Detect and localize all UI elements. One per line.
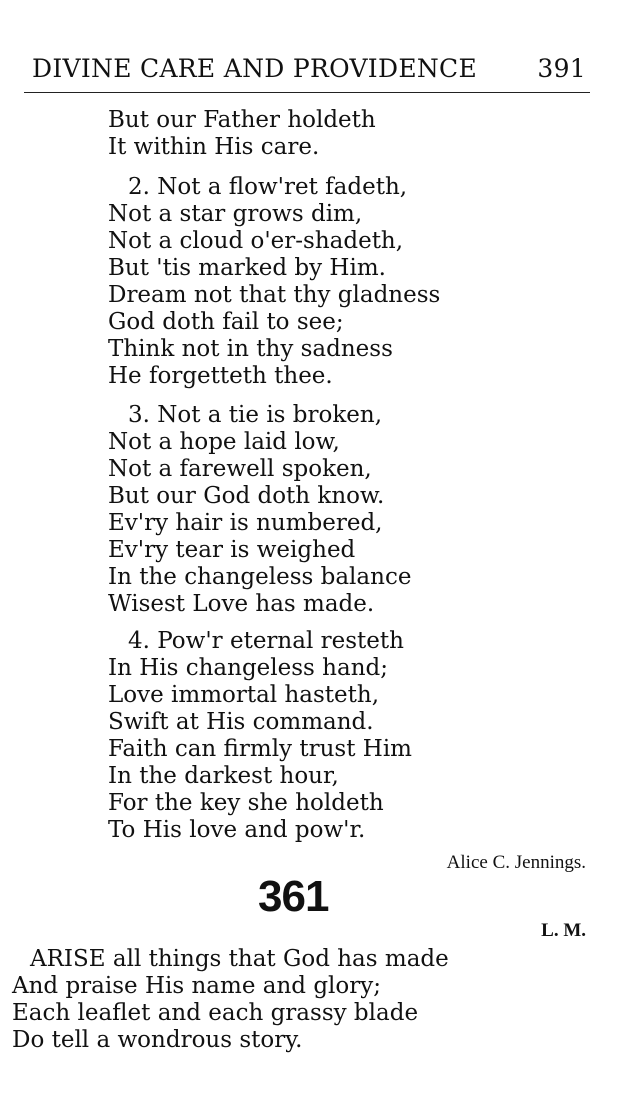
verse-line: Each leaflet and each grassy blade: [12, 1000, 419, 1026]
verse-line: Think not in thy sadness: [108, 336, 393, 362]
verse-line: Love immortal hasteth,: [108, 682, 380, 708]
verse-line: God doth fail to see;: [108, 309, 344, 335]
verse-line: Not a hope laid low,: [108, 429, 340, 455]
page-number: 391: [537, 54, 586, 83]
author-attribution: Alice C. Jennings.: [446, 852, 586, 873]
meter-label: L. M.: [541, 920, 586, 941]
verse-line: Wisest Love has made.: [108, 591, 375, 617]
page-header: [24, 50, 590, 86]
verse-line: But our God doth know.: [108, 483, 385, 509]
verse-line: In the changeless balance: [108, 564, 412, 590]
header-rule: [24, 92, 590, 93]
verse-line: To His love and pow'r.: [108, 817, 366, 843]
stanza-2: [108, 174, 440, 390]
verse-line: Not a star grows dim,: [108, 201, 363, 227]
verse-line: Not a farewell spoken,: [108, 456, 372, 482]
verse-line: In His changeless hand;: [108, 655, 388, 681]
verse-line: 2. Not a flow'ret fadeth,: [128, 174, 408, 200]
verse-line: Faith can firmly trust Him: [108, 736, 412, 762]
verse-line: Ev'ry tear is weighed: [108, 537, 356, 563]
verse-line: 4. Pow'r eternal resteth: [128, 628, 404, 654]
stanza-4: [108, 628, 412, 844]
verse-line: 3. Not a tie is broken,: [128, 402, 383, 428]
hymn-number: 361: [258, 872, 329, 921]
verse-line: He forgetteth thee.: [108, 363, 333, 389]
verse-line: But our Father holdeth: [108, 107, 376, 133]
continuation-lines: [108, 107, 376, 161]
verse-line: But 'tis marked by Him.: [108, 255, 386, 281]
verse-line: For the key she holdeth: [108, 790, 384, 816]
verse-line: Dream not that thy gladness: [108, 282, 441, 308]
verse-line: ARISE all things that God has made: [30, 946, 449, 972]
verse-line: It within His care.: [108, 134, 320, 160]
stanza-3: [108, 402, 411, 618]
verse-line: Swift at His command.: [108, 709, 374, 735]
verse-line: And praise His name and glory;: [12, 973, 381, 999]
running-title: DIVINE CARE AND PROVIDENCE: [32, 54, 478, 83]
verse-line: Do tell a wondrous story.: [12, 1027, 303, 1053]
verse-line: Ev'ry hair is numbered,: [108, 510, 383, 536]
verse-line: In the darkest hour,: [108, 763, 339, 789]
hymn-361-stanza-1: [12, 946, 449, 1054]
verse-line: Not a cloud o'er-shadeth,: [108, 228, 404, 254]
